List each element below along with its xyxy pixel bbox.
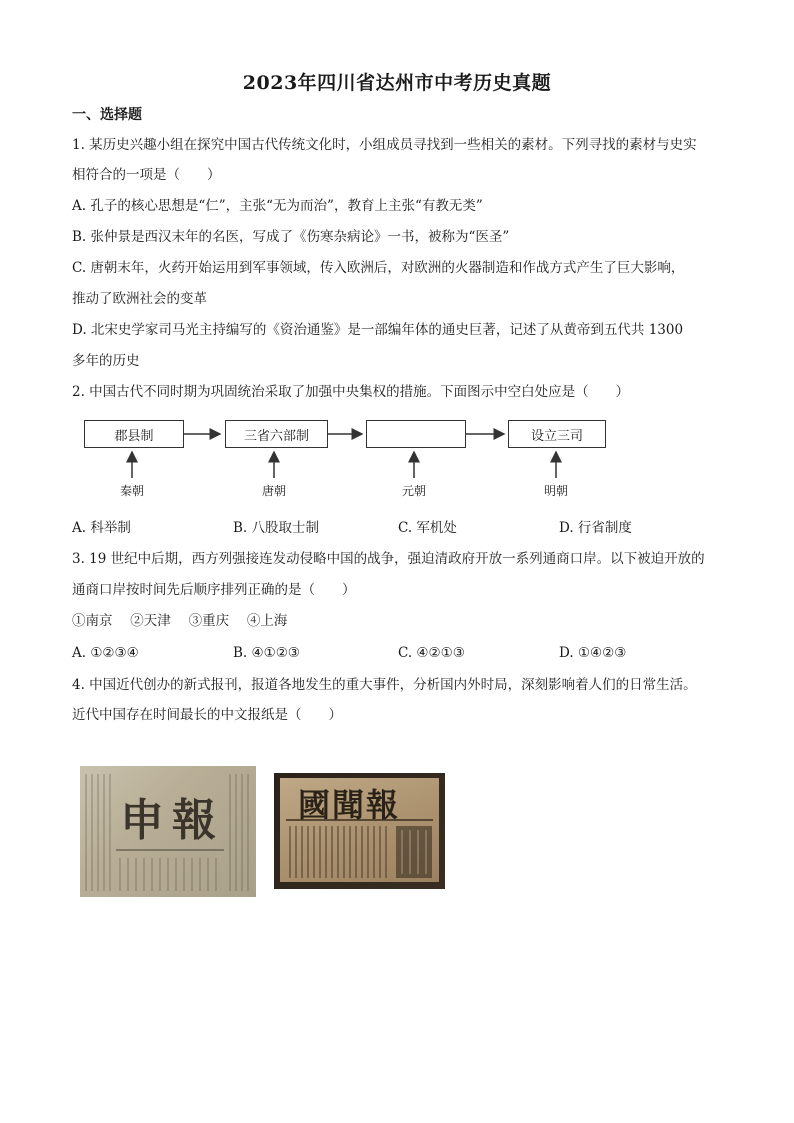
guowenbao-masthead: 國聞報 — [298, 786, 401, 824]
q4-stem-line1: 4. 中国近代创办的新式报刊，报道各地发生的重大事件，分析国内外时局，深刻影响着人们的日常生活。 — [72, 677, 697, 693]
q1-stem-line2: 相符合的一项是（ ） — [72, 167, 221, 183]
q2-option-d: D. 行省制度 — [559, 520, 632, 536]
q3-stem-line1: 3. 19 世纪中后期，西方列强接连发动侵略中国的战争，强迫清政府开放一系列通商口岸。以下被迫开放的 — [72, 551, 705, 567]
q2-option-b: B. 八股取士制 — [233, 520, 320, 536]
label-ming: 明朝 — [543, 484, 568, 498]
q3-option-b: B. ④①②③ — [233, 645, 300, 661]
shenbao-photo — [80, 766, 256, 897]
q1-option-d-line2: 多年的历史 — [72, 353, 140, 369]
centralization-diagram — [80, 420, 620, 510]
q1-option-c-line2: 推动了欧洲社会的变革 — [72, 291, 207, 307]
q1-option-d-line1: D. 北宋史学家司马光主持编写的《资治通鉴》是一部编年体的通史巨著，记述了从黄帝到五代共 1300 — [72, 322, 684, 338]
q4-stem-line2: 近代中国存在时间最长的中文报纸是（ ） — [72, 707, 342, 723]
q2-option-c: C. 军机处 — [398, 520, 457, 536]
q1-stem-line1: 1. 某历史兴趣小组在探究中国古代传统文化时，小组成员寻找到一些相关的素材。下列寻找的素材与史实 — [72, 137, 697, 153]
q3-stem-line2: 通商口岸按时间先后顺序排列正确的是（ ） — [72, 582, 356, 598]
q1-option-c-line1: C. 唐朝末年，火药开始运用到军事领域，传入欧洲后，对欧洲的火器制造和作战方式产生了巨大影响， — [72, 260, 685, 276]
label-qin: 秦朝 — [119, 484, 144, 498]
q2-stem: 2. 中国古代不同时期为巩固统治采取了加强中央集权的措施。下面图示中空白处应是（ ） — [72, 384, 630, 400]
q2-option-a: A. 科举制 — [72, 520, 131, 536]
q3-option-d: D. ①④②③ — [559, 645, 627, 661]
q3-option-c: C. ④②①③ — [398, 645, 465, 661]
shenbao-masthead: 申報 — [120, 795, 224, 846]
q3-option-a: A. ①②③④ — [72, 645, 139, 661]
box-sansheng: 三省六部制 — [225, 420, 328, 448]
guowenbao-photo — [274, 773, 445, 889]
box-sansi: 设立三司 — [508, 420, 606, 448]
label-yuan: 元朝 — [401, 484, 426, 498]
label-tang: 唐朝 — [261, 484, 286, 498]
page-title: 2023年四川省达州市中考历史真题 — [242, 72, 552, 94]
box-blank — [366, 420, 466, 448]
q1-option-a: A. 孔子的核心思想是“仁”，主张“无为而治”，教育上主张“有教无类” — [72, 198, 483, 214]
q1-option-b: B. 张仲景是西汉末年的名医，写成了《伤寒杂病论》一书，被称为“医圣” — [72, 229, 510, 245]
box-junxian: 郡县制 — [84, 420, 184, 448]
section-title: 一、选择题 — [72, 107, 142, 123]
q3-items: ①南京 ②天津 ③重庆 ④上海 — [72, 613, 288, 629]
